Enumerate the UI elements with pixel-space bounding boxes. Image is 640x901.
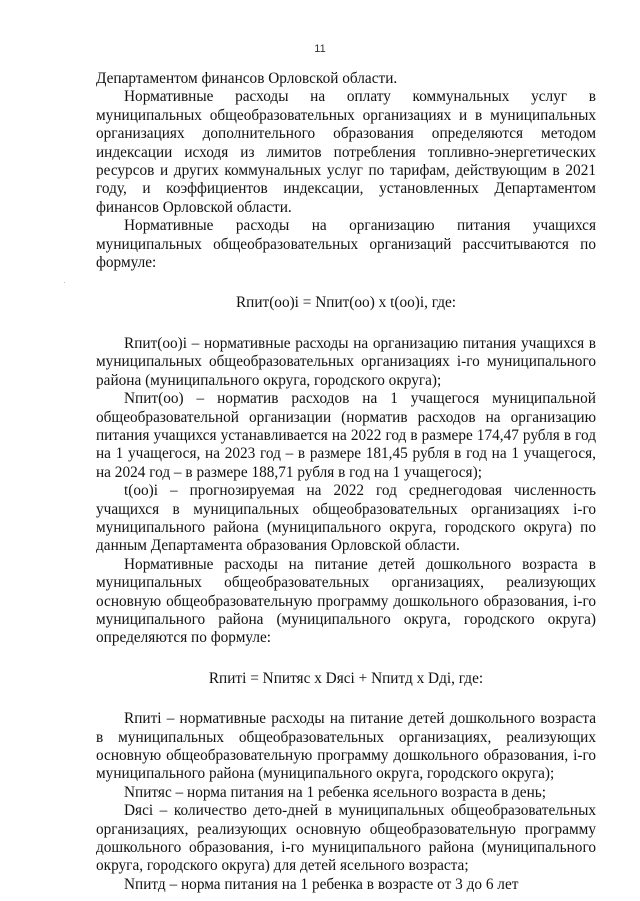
page-number: 11 xyxy=(314,43,326,55)
paragraph: t(оо)i – прогнозируемая на 2022 год среднегодовая численность учащихся в муниципальных общеобразовательных организациях i-го муниципального района (муниципального округа, городского округа) по данным Департамента образования Орловской области. xyxy=(96,482,596,555)
paragraph: Департаментом финансов Орловской области. xyxy=(96,70,398,87)
body-text xyxy=(96,70,596,894)
formula-nutrition-students: Rпит(оо)i = Nпит(оо) x t(оо)i, где: xyxy=(235,294,457,312)
paragraph: Rпит(оо)i – нормативные расходы на организацию питания учащихся в муниципальных общеобразовательных организациях i-го муниципального района (муниципального округа, городского округа); xyxy=(96,334,596,389)
paragraph: Nпитд – норма питания на 1 ребенка в возрасте от 3 до 6 лет xyxy=(124,875,519,893)
paragraph: Rпитi – нормативные расходы на питание детей дошкольного возраста в муниципальных общеобразовательных организациях, реализующих основную общеобразовательную программу дошкольного образования, i-го муниципального района (муниципального округа, городского округа); xyxy=(96,710,596,783)
paragraph: Нормативные расходы на организацию питания учащихся муниципальных общеобразовательных организаций рассчитываются по формуле: xyxy=(96,217,596,272)
scan-speck xyxy=(64,282,65,283)
paragraph: Dясi – количество дето-дней в муниципальных общеобразовательных организациях, реализующих основную общеобразовательную программу дошкольного образования, i-го муниципального района (муниципального округа, городского округа) для детей ясельного возраста; xyxy=(96,802,596,875)
paragraph: Нормативные расходы на оплату коммунальных услуг в муниципальных общеобразовательных организациях и в муниципальных организациях дополнительного образования определяются методом индексации исходя из лимитов потребления топливно-энергетических ресурсов и других коммунальных услуг по тарифам, действующим в 2021 году, и коэффициентов индексации, установленных Департаментом финансов Орловской области. xyxy=(96,88,596,216)
paragraph: Nпит(оо) – норматив расходов на 1 учащегося муниципальной общеобразовательной организации (норматив расходов на организацию питания учащихся устанавливается на 2022 год в размере 174,47 рубля в год на 1 учащегося, на 2023 год – в размере 181,45 рубля в год на 1 учащегося, на 2024 год – в размере 188,71 рубля в год на 1 учащегося); xyxy=(96,390,596,481)
paragraph: Нормативные расходы на питание детей дошкольного возраста в муниципальных общеобразовательных организациях, реализующих основную общеобразовательную программу дошкольного образования, i-го муниципального района (муниципального округа, городского округа) определяются по формуле: xyxy=(96,555,596,647)
paragraph: Nпитяс – норма питания на 1 ребенка ясельного возраста в день; xyxy=(124,783,546,801)
formula-nutrition-preschool: Rпитi = Nпитяс x Dясi + Nпитд x Dдi, где: xyxy=(208,669,484,687)
